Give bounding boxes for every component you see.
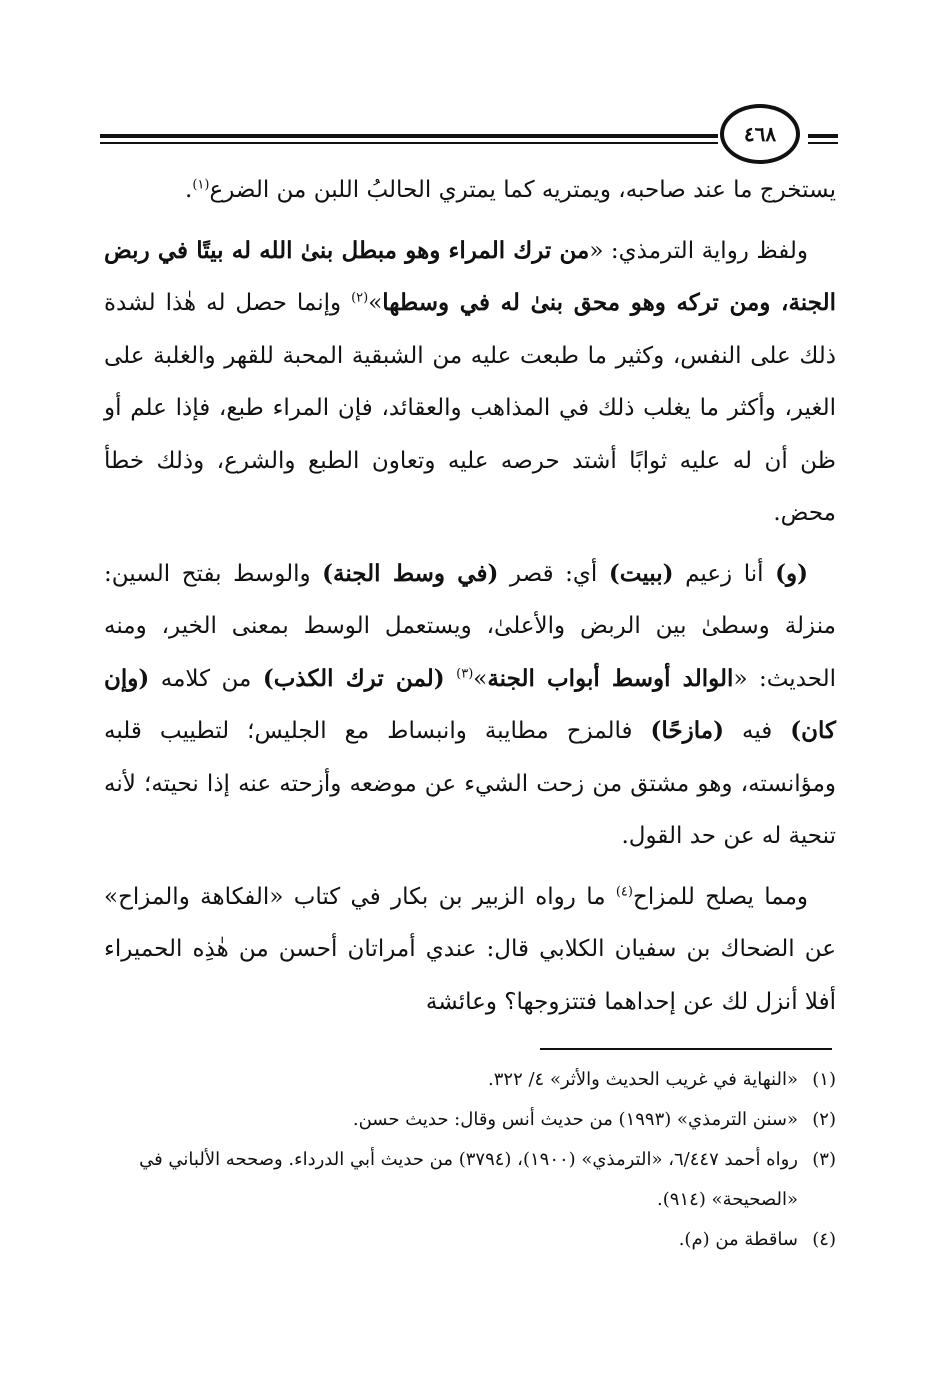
footnote-ref-4: (٤) bbox=[615, 883, 633, 899]
matn-bold: (لمن ترك الكذب) bbox=[262, 664, 445, 692]
matn-bold: (في وسط الجنة) bbox=[322, 559, 499, 587]
text-run: ما رواه الزبير بن بكار في كتاب «الفكاهة والمزاح» عن الضحاك بن سفيان الكلابي قال: عندي أمراتان أحسن من هٰذِه الحميراء أفلا أنزل لك عن إحداهما فتتزوجها؟ وعائشة bbox=[104, 883, 836, 1015]
footnote-number: (٢) bbox=[812, 1109, 836, 1130]
paragraph-2 bbox=[104, 225, 836, 540]
footnote-2 bbox=[104, 1100, 836, 1140]
paragraph-4 bbox=[104, 871, 836, 1029]
text-run: من كلامه bbox=[149, 665, 263, 692]
hadith-text-bold: من ترك المراء وهو مبطل بنىٰ الله له بيتًا في ربض الجنة، ومن تركه وهو محق بنىٰ له في وسطها bbox=[104, 236, 836, 316]
matn-bold: (و) bbox=[775, 559, 808, 587]
footnote-text: رواه أحمد ٦/٤٤٧، «الترمذي» (١٩٠٠)، (٣٧٩٤) من حديث أبي الدرداء. وصححه الألباني في «الصحيحة» (٩١٤). bbox=[139, 1149, 798, 1210]
matn-bold: (ببيت) bbox=[608, 559, 674, 587]
header-rule-thick bbox=[100, 134, 718, 138]
header-rule-right-thin bbox=[808, 142, 838, 144]
paragraph-3 bbox=[104, 548, 836, 863]
footnote-ref-1: (١) bbox=[192, 177, 210, 193]
paragraph-1 bbox=[104, 164, 836, 217]
text-run: ومما يصلح للمزاح bbox=[632, 883, 808, 910]
footnote-ref-3: (٣) bbox=[456, 665, 474, 681]
text-run: وإنما حصل له هٰذا لشدة ذلك على النفس، وكثير ما طبعت عليه من الشبقية المحبة للقهر والغلبة على الغير، وأكثر ما يغلب ذلك في المذاهب والعقائد، فإن المراء طبع، فإذا علم أو ظن أن له عليه ثوابًا أشتد حرصه عليه وتعاون الطبع والشرع، وذلك خطأ محض. bbox=[104, 290, 836, 526]
text-run: فالمزح مطايبة وانبساط مع الجليس؛ لتطييب قلبه ومؤانسته، وهو مشتق من زحت الشيء عن موضعه وأزحته عنه إذا نحيته؛ لأنه تنحية له عن حد القول. bbox=[104, 718, 836, 849]
header-rule-thin bbox=[100, 142, 718, 144]
footnote-number: (١) bbox=[812, 1069, 836, 1090]
footnote-text: ساقطة من (م). bbox=[678, 1229, 798, 1250]
text-run: أنا زعيم bbox=[673, 560, 776, 587]
text-run: . bbox=[185, 177, 193, 203]
text-run bbox=[445, 666, 456, 692]
footnote-text: «سنن الترمذي» (١٩٩٣) من حديث أنس وقال: حديث حسن. bbox=[352, 1109, 798, 1130]
matn-bold: (مازحًا) bbox=[650, 717, 724, 744]
text-run: فيه bbox=[723, 718, 791, 744]
text-run: والوسط بفتح السين: منزلة وسطىٰ بين الربض والأعلىٰ، ويستعمل الوسط بمعنى الخير، ومنه الحديث: « bbox=[104, 560, 837, 692]
footnote-1 bbox=[104, 1060, 836, 1100]
main-text bbox=[104, 164, 836, 1036]
footnotes bbox=[104, 1060, 836, 1260]
page-number: ٤٦٨ bbox=[720, 104, 800, 164]
footnote-number: (٣) bbox=[812, 1149, 836, 1170]
text-run: أي: قصر bbox=[498, 560, 609, 587]
text-run: » bbox=[368, 290, 383, 316]
header-rule-right-thick bbox=[808, 134, 838, 138]
text-run: » bbox=[473, 665, 488, 692]
text-run: يستخرج ما عند صاحبه، ويمتريه كما يمتري الحالبُ اللبن من الضرع bbox=[209, 177, 836, 203]
footnote-number: (٤) bbox=[812, 1229, 836, 1250]
page-header bbox=[100, 104, 838, 164]
footnote-4 bbox=[104, 1220, 836, 1260]
footnote-3 bbox=[104, 1140, 836, 1220]
footnote-ref-2: (٢) bbox=[351, 290, 369, 306]
text-run: ولفظ رواية الترمذي: « bbox=[589, 237, 808, 264]
hadith-text-bold: الوالد أوسط أبواب الجنة bbox=[487, 664, 734, 692]
footnote-text: «النهاية في غريب الحديث والأثر» ٤/ ٣٢٢. bbox=[488, 1069, 798, 1090]
matn-bold: (وإن كان) bbox=[104, 664, 836, 744]
footnote-separator bbox=[540, 1048, 832, 1050]
